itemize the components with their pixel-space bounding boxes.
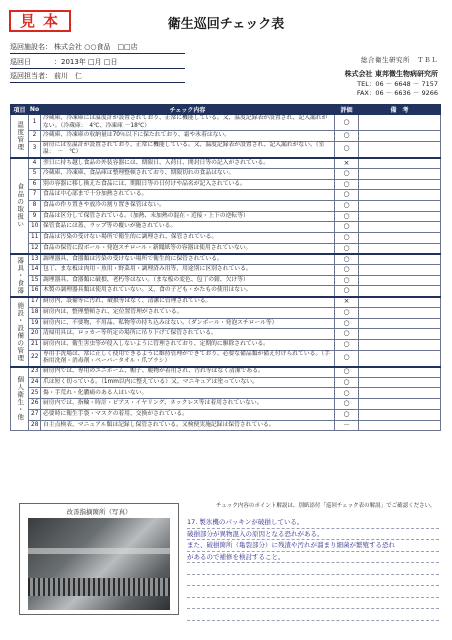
- row-number: 28: [29, 420, 41, 431]
- remarks-cell[interactable]: [359, 409, 441, 420]
- check-item: 厨房には室温計が設置されており、正常に機能している。又、温度記録表が設置され、記入漏れがない。（室温： － ℃）: [41, 141, 335, 158]
- person-value: 前川 仁: [54, 72, 82, 80]
- row-number: 6: [29, 179, 41, 190]
- row-number: 14: [29, 265, 41, 276]
- remarks-cell[interactable]: [359, 254, 441, 265]
- remarks-cell[interactable]: [359, 339, 441, 350]
- comment-line[interactable]: [187, 598, 439, 610]
- table-row: [11, 265, 441, 276]
- evaluation-mark: ○: [335, 307, 359, 318]
- check-item: 爪は短く切っている。（1mm以内に整えている）又、マニキュアは塗っていない。: [41, 377, 335, 388]
- comment-lines: [187, 517, 439, 621]
- evaluation-mark: ○: [335, 409, 359, 420]
- check-item: 厨房内では、専用のユニホーム、帽子、履物が着用され、汚れ等はなく清潔である。: [41, 367, 335, 378]
- check-item: 木製の調理器具類は使用されていない。又、食の子ども・かたもの使用はない。: [41, 286, 335, 297]
- checklist-table: [10, 104, 441, 431]
- category-cell: 器具・食器: [11, 254, 29, 297]
- remarks-cell[interactable]: [359, 131, 441, 142]
- evaluation-mark: ○: [335, 233, 359, 244]
- remarks-cell[interactable]: [359, 243, 441, 254]
- table-row: [11, 367, 441, 378]
- evaluation-mark: ○: [335, 141, 359, 158]
- comment-line[interactable]: [187, 609, 439, 621]
- row-number: 13: [29, 254, 41, 265]
- header-check: チェック内容: [41, 105, 335, 115]
- remarks-cell[interactable]: [359, 275, 441, 286]
- check-item: 保管食品には蓋、ラップ等の覆いが施されている。: [41, 222, 335, 233]
- org-fax: FAX：06 － 6636 － 9266: [356, 89, 438, 97]
- improvement-photo: [28, 518, 170, 610]
- table-row: [11, 409, 441, 420]
- remarks-cell[interactable]: [359, 329, 441, 340]
- person-label: 巡回担当者：: [10, 72, 52, 80]
- check-item: 厨房内は、整理整頓され、定位置管理がされている。: [41, 307, 335, 318]
- row-number: 15: [29, 275, 41, 286]
- evaluation-mark: ○: [335, 254, 359, 265]
- table-row: [11, 307, 441, 318]
- row-number: 3: [29, 141, 41, 158]
- evaluation-mark: ○: [335, 329, 359, 340]
- table-row: [11, 168, 441, 179]
- table-row: [11, 179, 441, 190]
- evaluation-mark: －: [335, 420, 359, 431]
- row-number: 4: [29, 158, 41, 169]
- row-number: 17: [29, 297, 41, 308]
- row-number: 11: [29, 233, 41, 244]
- remarks-cell[interactable]: [359, 179, 441, 190]
- org-line1: 総合衛生研究所 ＴＢＬ: [361, 56, 438, 64]
- table-row: [11, 211, 441, 222]
- evaluation-mark: ○: [335, 367, 359, 378]
- evaluation-mark: ×: [335, 297, 359, 308]
- evaluation-mark: ○: [335, 388, 359, 399]
- check-item: 厨房内、設備等に汚れ、破損等はなく、清潔に管理されている。: [41, 297, 335, 308]
- check-item: 清掃用具は、ロッカー等所定の場所に吊り下げて保管されている。: [41, 329, 335, 340]
- row-number: 2: [29, 131, 41, 142]
- evaluation-mark: ○: [335, 200, 359, 211]
- photo-grille: [28, 578, 170, 596]
- row-number: 10: [29, 222, 41, 233]
- org-tel: TEL：06 － 6648 － 7157: [357, 80, 438, 88]
- table-row: [11, 318, 441, 329]
- evaluation-mark: ○: [335, 377, 359, 388]
- evaluation-mark: ○: [335, 190, 359, 201]
- category-cell: 食品の取扱い: [11, 158, 29, 254]
- remarks-cell[interactable]: [359, 233, 441, 244]
- comment-line[interactable]: また、破損箇所（亀裂部分）に残渣や汚れが溜まり細菌が繁殖する恐れ: [187, 540, 439, 552]
- person-row: [10, 72, 82, 81]
- page-title: 衛生巡回チェック表: [167, 17, 285, 32]
- remarks-cell[interactable]: [359, 222, 441, 233]
- row-number: 18: [29, 307, 41, 318]
- evaluation-mark: ○: [335, 243, 359, 254]
- facility-underline: [10, 53, 185, 54]
- check-item: 厨房内は、衛生害虫等が侵入しないように管理されており、定期的に駆除されている。: [41, 339, 335, 350]
- row-number: 1: [29, 115, 41, 131]
- row-number: 8: [29, 200, 41, 211]
- facility-row: [10, 43, 138, 52]
- sample-stamp: 見本: [9, 10, 71, 32]
- check-item: 包丁、まな板は肉用・魚用・野菜用・調理済み用等、用途別に区別されている。: [41, 265, 335, 276]
- remarks-cell[interactable]: [359, 168, 441, 179]
- row-number: 12: [29, 243, 41, 254]
- date-label: 巡回日: [10, 58, 31, 66]
- evaluation-mark: ○: [335, 168, 359, 179]
- table-row: [11, 339, 441, 350]
- row-number: 24: [29, 377, 41, 388]
- table-row: [11, 286, 441, 297]
- row-number: 22: [29, 350, 41, 367]
- row-number: 7: [29, 190, 41, 201]
- check-item: 傷・手荒れ・化膿痛のある人はいない。: [41, 388, 335, 399]
- check-item: 厨房内に、不要物、不用品、私物等の持ち込みはない。（ダンボール・発泡スチロール等）: [41, 318, 335, 329]
- table-row: [11, 233, 441, 244]
- check-item: 食品の作り置きや放冷の割り置き保管はない。: [41, 200, 335, 211]
- evaluation-mark: ○: [335, 339, 359, 350]
- category-cell: 施設・設備の管理: [11, 297, 29, 367]
- table-row: [11, 141, 441, 158]
- check-item: 食品の保管に段ボール・発泡スチロール・新聞紙等の容器は使用されていない。: [41, 243, 335, 254]
- check-item: 別の容器に移し換えた食品には、期限日等の日付けや品名が記入されている。: [41, 179, 335, 190]
- table-row: [11, 115, 441, 131]
- facility-value: 株式会社 ○○食品 □□店: [54, 43, 138, 51]
- comment-line[interactable]: [187, 586, 439, 598]
- table-row: [11, 377, 441, 388]
- table-row: [11, 200, 441, 211]
- check-item: 必要時に衛生手袋・マスクの着用、交換がされている。: [41, 409, 335, 420]
- row-number: 23: [29, 367, 41, 378]
- remarks-cell[interactable]: [359, 158, 441, 169]
- remarks-cell[interactable]: [359, 318, 441, 329]
- table-row: [11, 275, 441, 286]
- comment-line[interactable]: 破損部分が異物混入の原因となる恐れがある。: [187, 529, 439, 541]
- remarks-cell[interactable]: [359, 141, 441, 158]
- category-cell: 温度管理: [11, 115, 29, 158]
- row-number: 26: [29, 399, 41, 410]
- facility-label: 巡回施設名：: [10, 43, 52, 51]
- row-number: 9: [29, 211, 41, 222]
- check-item: 専用手洗場は、常に正しく使用できるように維持管理ができており、必要な備品類が備え付けられている。（手指用洗剤・消毒剤・ペーパータオル・爪ブラシ）: [41, 350, 335, 367]
- remarks-cell[interactable]: [359, 307, 441, 318]
- header-remarks: 備 考: [359, 105, 441, 115]
- remarks-cell[interactable]: [359, 115, 441, 131]
- header-item: 項目: [11, 105, 29, 115]
- table-row: [11, 190, 441, 201]
- evaluation-mark: ○: [335, 131, 359, 142]
- check-item: 冷蔵庫、冷凍庫の収納量は70％以下に保たれており、霜や氷着はない。: [41, 131, 335, 142]
- evaluation-mark: ○: [335, 399, 359, 410]
- date-row: [10, 58, 118, 67]
- evaluation-mark: ○: [335, 318, 359, 329]
- comment-line[interactable]: があるので補修を検討すること。: [187, 552, 439, 564]
- row-number: 20: [29, 329, 41, 340]
- photo-caption: 改善指摘箇所（写真）: [66, 508, 132, 516]
- evaluation-mark: ○: [335, 222, 359, 233]
- photo-frame: [19, 503, 179, 615]
- remarks-cell[interactable]: [359, 297, 441, 308]
- comment-line[interactable]: [187, 575, 439, 587]
- header-no: No: [29, 106, 40, 113]
- table-row: [11, 329, 441, 340]
- table-row: [11, 131, 441, 142]
- note-text: チェック内容のポイント解説は、別紙添付「巡回チェック表の解説」でご確認ください。: [216, 503, 436, 509]
- check-item: 翌日に持ち越し食品の外装容器には、期限日、入荷日、開封日等の記入がされている。: [41, 158, 335, 169]
- row-number: 25: [29, 388, 41, 399]
- check-item: 厨房内では、指輪・時計・ピアス・イヤリング、ネックレス等は着用されていない。: [41, 399, 335, 410]
- table-row: [11, 350, 441, 367]
- remarks-cell[interactable]: [359, 265, 441, 276]
- remarks-cell[interactable]: [359, 388, 441, 399]
- table-row: [11, 243, 441, 254]
- check-item: 冷蔵庫、冷凍庫には温度計が設置されており、正常に機能している。又、温度記録表が設置され、記入漏れがない。（冷蔵庫： 4℃、冷凍庫 －18℃）: [41, 115, 335, 131]
- remarks-cell[interactable]: [359, 420, 441, 431]
- table-row: [11, 388, 441, 399]
- evaluation-mark: ×: [335, 158, 359, 169]
- evaluation-mark: ○: [335, 115, 359, 131]
- remarks-cell[interactable]: [359, 350, 441, 367]
- remarks-cell[interactable]: [359, 399, 441, 410]
- remarks-cell[interactable]: [359, 286, 441, 297]
- remarks-cell[interactable]: [359, 377, 441, 388]
- table-row: [11, 297, 441, 308]
- evaluation-mark: ○: [335, 265, 359, 276]
- table-header-row: [11, 105, 441, 115]
- evaluation-mark: ○: [335, 211, 359, 222]
- date-underline: [10, 68, 185, 69]
- check-item: 冷蔵庫、冷凍庫、食品庫は整理整頓されており、期限切れの食品はない。: [41, 168, 335, 179]
- check-item: 食品は区分して保管されている。（加熱、未加熱の混在・近接・上下の逆転等）: [41, 211, 335, 222]
- row-number: 19: [29, 318, 41, 329]
- remarks-cell[interactable]: [359, 367, 441, 378]
- evaluation-mark: ○: [335, 179, 359, 190]
- category-cell: 個人衛生・他: [11, 367, 29, 431]
- evaluation-mark: ○: [335, 286, 359, 297]
- table-row: [11, 399, 441, 410]
- evaluation-mark: ○: [335, 275, 359, 286]
- remarks-cell[interactable]: [359, 200, 441, 211]
- row-number: 5: [29, 168, 41, 179]
- check-item: 調理器具、食器類は汚染の受けない場所で衛生的に保管されている。: [41, 254, 335, 265]
- check-item: 食品は汚染の受けない場所で衛生的に調理され、保管されている。: [41, 233, 335, 244]
- table-row: [11, 254, 441, 265]
- comment-line[interactable]: [187, 563, 439, 575]
- comment-line[interactable]: 17. 製氷機のパッキンが破損している。: [187, 517, 439, 529]
- photo-highlight: [28, 548, 170, 554]
- check-item: 自主点検表、マニュアル類は記録し保管されている。又検便実施記録は保管されている。: [41, 420, 335, 431]
- evaluation-mark: ○: [335, 350, 359, 367]
- table-row: [11, 222, 441, 233]
- person-underline: [10, 82, 185, 83]
- row-number: 27: [29, 409, 41, 420]
- row-number: 21: [29, 339, 41, 350]
- check-item: 調理器具、食器類に破損、老朽等はない。（まな板の変色、包丁の錆、欠け等）: [41, 275, 335, 286]
- check-item: 食品は中心部まで十分加熱されている。: [41, 190, 335, 201]
- remarks-cell[interactable]: [359, 190, 441, 201]
- remarks-cell[interactable]: [359, 211, 441, 222]
- header-eval: 評価: [335, 105, 359, 115]
- org-line2: 株式会社 東邦微生物病研究所: [344, 70, 438, 78]
- table-row: [11, 420, 441, 431]
- row-number: 16: [29, 286, 41, 297]
- date-value: ：2013年 □月 □日: [54, 58, 118, 66]
- table-row: [11, 158, 441, 169]
